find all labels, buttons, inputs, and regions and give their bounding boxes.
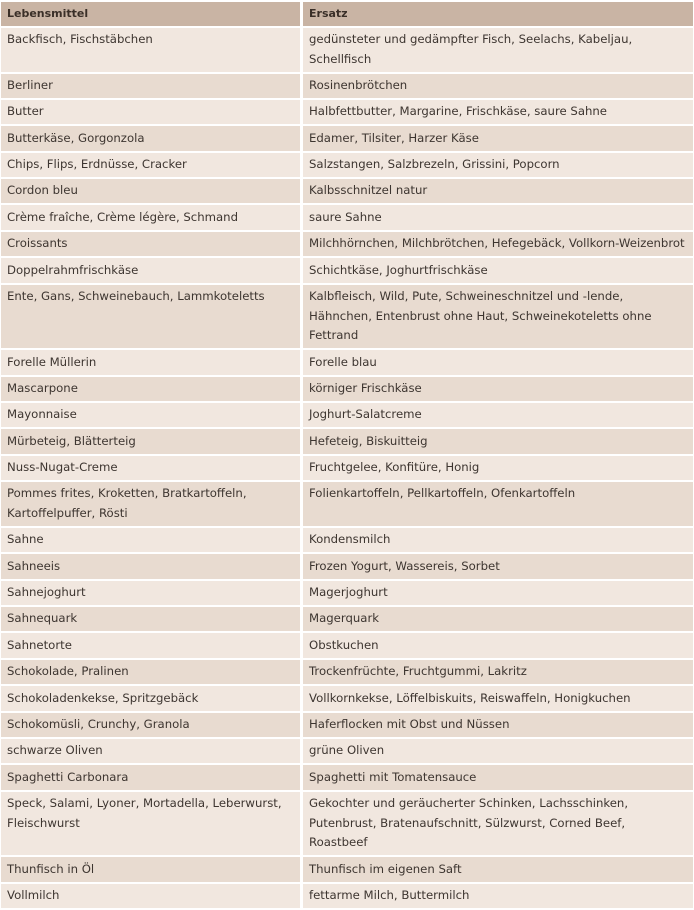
cell-ersatz: Kalbfleisch, Wild, Pute, Schweineschnitzel und -lende, Hähnchen, Entenbrust ohne Haut, Schweinekoteletts ohne Fettrand — [303, 285, 693, 349]
cell-ersatz: Hefeteig, Biskuitteig — [303, 429, 693, 453]
table-row — [1, 482, 693, 526]
cell-lebensmittel: Sahnetorte — [1, 633, 303, 657]
cell-lebensmittel: Mascarpone — [1, 377, 303, 401]
cell-lebensmittel: Schokolade, Pralinen — [1, 660, 303, 684]
table-row — [1, 554, 693, 578]
table-row — [1, 403, 693, 427]
cell-lebensmittel: Sahnejoghurt — [1, 581, 303, 605]
cell-ersatz: Forelle blau — [303, 350, 693, 374]
cell-ersatz: Gekochter und geräucherter Schinken, Lachsschinken, Putenbrust, Bratenaufschnitt, Sülzwurst, Corned Beef, Roastbeef — [303, 792, 693, 856]
cell-lebensmittel: Chips, Flips, Erdnüsse, Cracker — [1, 153, 303, 177]
table-row — [1, 633, 693, 657]
cell-lebensmittel: Croissants — [1, 232, 303, 256]
cell-lebensmittel: Mayonnaise — [1, 403, 303, 427]
cell-lebensmittel: schwarze Oliven — [1, 739, 303, 763]
cell-lebensmittel: Vollmilch — [1, 884, 303, 908]
cell-ersatz: Rosinenbrötchen — [303, 74, 693, 98]
cell-ersatz: Salzstangen, Salzbrezeln, Grissini, Popcorn — [303, 153, 693, 177]
header-ersatz: Ersatz — [303, 2, 693, 26]
table-row — [1, 857, 693, 881]
cell-ersatz: Folienkartoffeln, Pellkartoffeln, Ofenkartoffeln — [303, 482, 693, 526]
table-row — [1, 429, 693, 453]
cell-ersatz: Edamer, Tilsiter, Harzer Käse — [303, 126, 693, 150]
table-row — [1, 232, 693, 256]
cell-ersatz: Thunfisch im eigenen Saft — [303, 857, 693, 881]
cell-lebensmittel: Nuss-Nugat-Creme — [1, 456, 303, 480]
cell-lebensmittel: Spaghetti Carbonara — [1, 765, 303, 789]
cell-ersatz: Obstkuchen — [303, 633, 693, 657]
cell-lebensmittel: Sahnequark — [1, 607, 303, 631]
cell-ersatz: Magerquark — [303, 607, 693, 631]
header-lebensmittel: Lebensmittel — [1, 2, 303, 26]
cell-lebensmittel: Schokomüsli, Crunchy, Granola — [1, 713, 303, 737]
cell-ersatz: fettarme Milch, Buttermilch — [303, 884, 693, 908]
cell-ersatz: Haferflocken mit Obst und Nüssen — [303, 713, 693, 737]
cell-lebensmittel: Mürbeteig, Blätterteig — [1, 429, 303, 453]
table-row — [1, 660, 693, 684]
table-row — [1, 205, 693, 229]
cell-lebensmittel: Butter — [1, 100, 303, 124]
table-row — [1, 377, 693, 401]
table-row — [1, 739, 693, 763]
cell-lebensmittel: Butterkäse, Gorgonzola — [1, 126, 303, 150]
cell-ersatz: Trockenfrüchte, Fruchtgummi, Lakritz — [303, 660, 693, 684]
header-row — [1, 2, 693, 26]
cell-ersatz: Frozen Yogurt, Wassereis, Sorbet — [303, 554, 693, 578]
cell-lebensmittel: Backfisch, Fischstäbchen — [1, 28, 303, 72]
cell-ersatz: körniger Frischkäse — [303, 377, 693, 401]
cell-lebensmittel: Doppelrahmfrischkäse — [1, 258, 303, 282]
table-body — [1, 28, 693, 908]
table-row — [1, 100, 693, 124]
table-header — [1, 2, 693, 26]
table-row — [1, 686, 693, 710]
cell-ersatz: Milchhörnchen, Milchbrötchen, Hefegebäck, Vollkorn-Weizenbrot — [303, 232, 693, 256]
cell-ersatz: saure Sahne — [303, 205, 693, 229]
cell-ersatz: Kalbsschnitzel natur — [303, 179, 693, 203]
cell-lebensmittel: Sahne — [1, 528, 303, 552]
table-row — [1, 285, 693, 349]
cell-lebensmittel: Schokoladenkekse, Spritzgebäck — [1, 686, 303, 710]
table-row — [1, 528, 693, 552]
cell-lebensmittel: Ente, Gans, Schweinebauch, Lammkoteletts — [1, 285, 303, 349]
substitution-table — [1, 0, 693, 910]
cell-lebensmittel: Speck, Salami, Lyoner, Mortadella, Leberwurst, Fleischwurst — [1, 792, 303, 856]
cell-ersatz: gedünsteter und gedämpfter Fisch, Seelachs, Kabeljau, Schellfisch — [303, 28, 693, 72]
table-row — [1, 153, 693, 177]
cell-lebensmittel: Pommes frites, Kroketten, Bratkartoffeln, Kartoffelpuffer, Rösti — [1, 482, 303, 526]
table-row — [1, 258, 693, 282]
cell-ersatz: Vollkornkekse, Löffelbiskuits, Reiswaffeln, Honigkuchen — [303, 686, 693, 710]
cell-lebensmittel: Crème fraîche, Crème légère, Schmand — [1, 205, 303, 229]
cell-ersatz: Joghurt-Salatcreme — [303, 403, 693, 427]
cell-ersatz: Halbfettbutter, Margarine, Frischkäse, saure Sahne — [303, 100, 693, 124]
table-row — [1, 765, 693, 789]
table-row — [1, 792, 693, 856]
table-row — [1, 74, 693, 98]
table-row — [1, 456, 693, 480]
cell-ersatz: Kondensmilch — [303, 528, 693, 552]
cell-lebensmittel: Forelle Müllerin — [1, 350, 303, 374]
table-row — [1, 607, 693, 631]
cell-lebensmittel: Berliner — [1, 74, 303, 98]
cell-ersatz: Magerjoghurt — [303, 581, 693, 605]
table-row — [1, 179, 693, 203]
cell-lebensmittel: Cordon bleu — [1, 179, 303, 203]
cell-ersatz: Fruchtgelee, Konfitüre, Honig — [303, 456, 693, 480]
table-row — [1, 126, 693, 150]
cell-ersatz: grüne Oliven — [303, 739, 693, 763]
cell-lebensmittel: Thunfisch in Öl — [1, 857, 303, 881]
table-row — [1, 350, 693, 374]
cell-ersatz: Schichtkäse, Joghurtfrischkäse — [303, 258, 693, 282]
table-row — [1, 884, 693, 908]
table-row — [1, 581, 693, 605]
table-row — [1, 713, 693, 737]
cell-ersatz: Spaghetti mit Tomatensauce — [303, 765, 693, 789]
table-row — [1, 28, 693, 72]
cell-lebensmittel: Sahneeis — [1, 554, 303, 578]
